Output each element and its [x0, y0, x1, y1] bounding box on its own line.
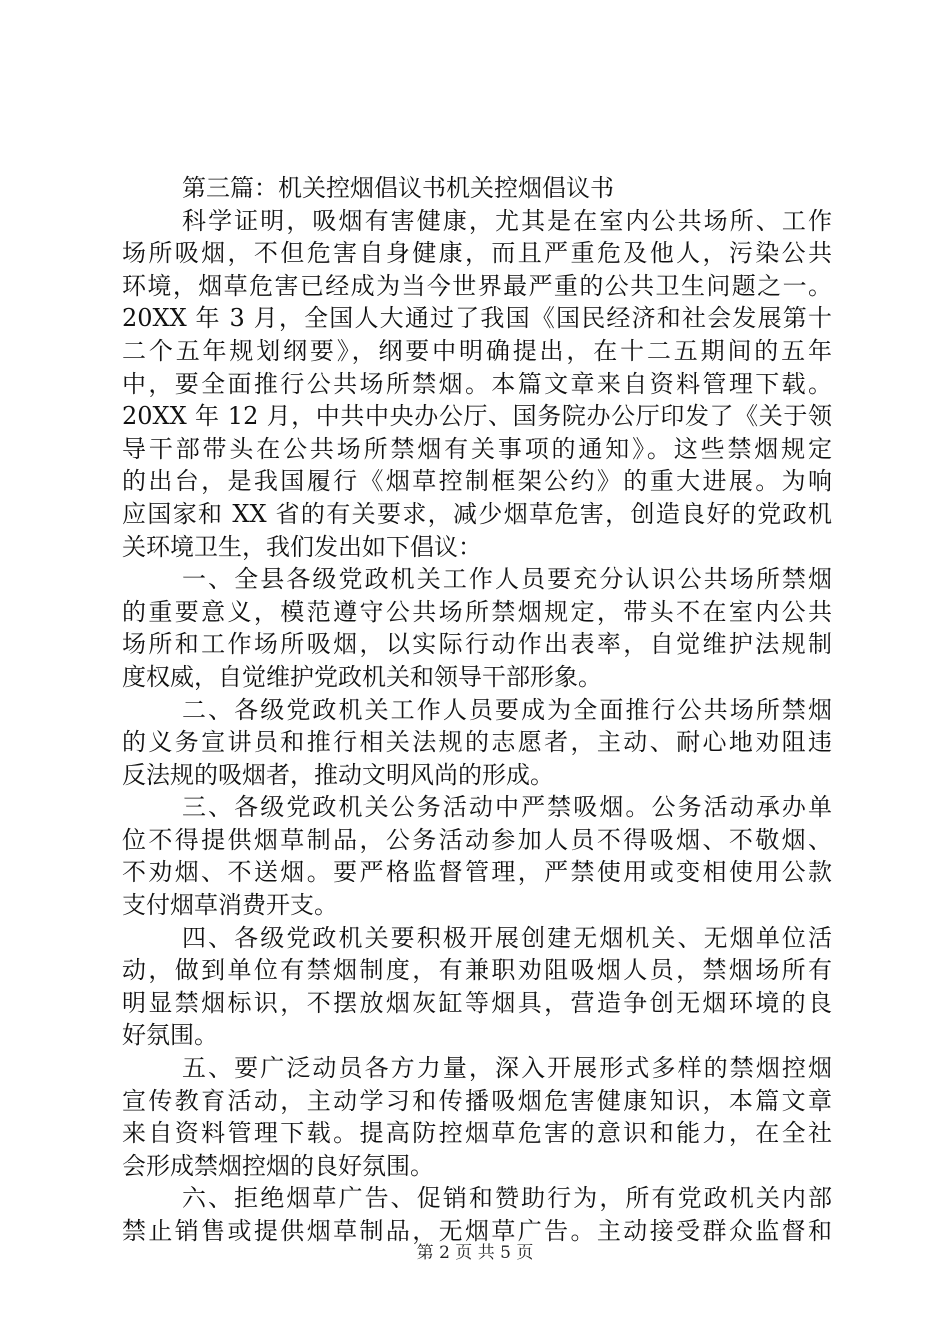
text-line: 六、拒绝烟草广告、促销和赞助行为，所有党政机关内部 [182, 1184, 832, 1213]
text-line: 五、要广泛动员各方力量，深入开展形式多样的禁烟控烟 [182, 1054, 832, 1083]
text-line: 的重要意义，模范遵守公共场所禁烟规定，带头不在室内公共 [122, 597, 832, 626]
document-title: 第三篇：机关控烟倡议书机关控烟倡议书 [182, 174, 614, 202]
document-body [122, 172, 832, 1248]
text-line: 二、各级党政机关工作人员要成为全面推行公共场所禁烟 [182, 695, 832, 724]
text-line: 会形成禁烟控烟的良好氛围。 [122, 1151, 434, 1180]
text-line: 四、各级党政机关要积极开展创建无烟机关、无烟单位活 [182, 923, 832, 952]
text-line: 场所和工作场所吸烟，以实际行动作出表率，自觉维护法规制 [122, 630, 832, 659]
text-line: 的出台，是我国履行《烟草控制框架公约》的重大进展。为响 [122, 467, 832, 496]
text-line: 位不得提供烟草制品，公务活动参加人员不得吸烟、不敬烟、 [122, 825, 832, 854]
page-footer: 第 2 页 共 5 页 [416, 1243, 534, 1263]
text-line: 三、各级党政机关公务活动中严禁吸烟。公务活动承办单 [182, 793, 832, 822]
text-line: 宣传教育活动，主动学习和传播吸烟危害健康知识，本篇文章 [122, 1086, 832, 1115]
text-line: 应国家和 XX 省的有关要求，减少烟草危害，创造良好的党政机 [122, 499, 832, 528]
text-line: 不劝烟、不送烟。要严格监督管理，严禁使用或变相使用公款 [122, 858, 832, 887]
text-line: 动，做到单位有禁烟制度，有兼职劝阻吸烟人员，禁烟场所有 [122, 956, 832, 985]
text-line: 的义务宣讲员和推行相关法规的志愿者，主动、耐心地劝阻违 [122, 728, 832, 757]
text-line: 度权威，自觉维护党政机关和领导干部形象。 [122, 662, 602, 691]
text-line: 科学证明，吸烟有害健康，尤其是在室内公共场所、工作 [182, 206, 832, 235]
text-line: 支付烟草消费开支。 [122, 891, 338, 920]
text-line: 一、全县各级党政机关工作人员要充分认识公共场所禁烟 [182, 565, 832, 594]
text-line: 中，要全面推行公共场所禁烟。本篇文章来自资料管理下载。 [122, 369, 832, 398]
text-line: 环境，烟草危害已经成为当今世界最严重的公共卫生问题之一。 [122, 271, 832, 300]
text-line: 来自资料管理下载。提高防控烟草危害的意识和能力，在全社 [122, 1119, 832, 1148]
text-line: 场所吸烟，不但危害自身健康，而且严重危及他人，污染公共 [122, 239, 832, 268]
text-line: 20XX 年 3 月，全国人大通过了我国《国民经济和社会发展第十 [122, 304, 832, 333]
text-line: 禁止销售或提供烟草制品，无烟草广告。主动接受群众监督和 [122, 1217, 832, 1245]
text-line: 二个五年规划纲要》，纲要中明确提出，在十二五期间的五年 [122, 336, 832, 365]
text-line: 导干部带头在公共场所禁烟有关事项的通知》。这些禁烟规定 [122, 434, 832, 463]
text-line: 好氛围。 [122, 1021, 218, 1050]
text-line: 反法规的吸烟者，推动文明风尚的形成。 [122, 760, 554, 789]
text-line: 关环境卫生，我们发出如下倡议： [122, 532, 482, 561]
text-line: 明显禁烟标识，不摆放烟灰缸等烟具，营造争创无烟环境的良 [122, 988, 832, 1017]
text-line: 20XX 年 12 月，中共中央办公厅、国务院办公厅印发了《关于领 [122, 402, 832, 431]
